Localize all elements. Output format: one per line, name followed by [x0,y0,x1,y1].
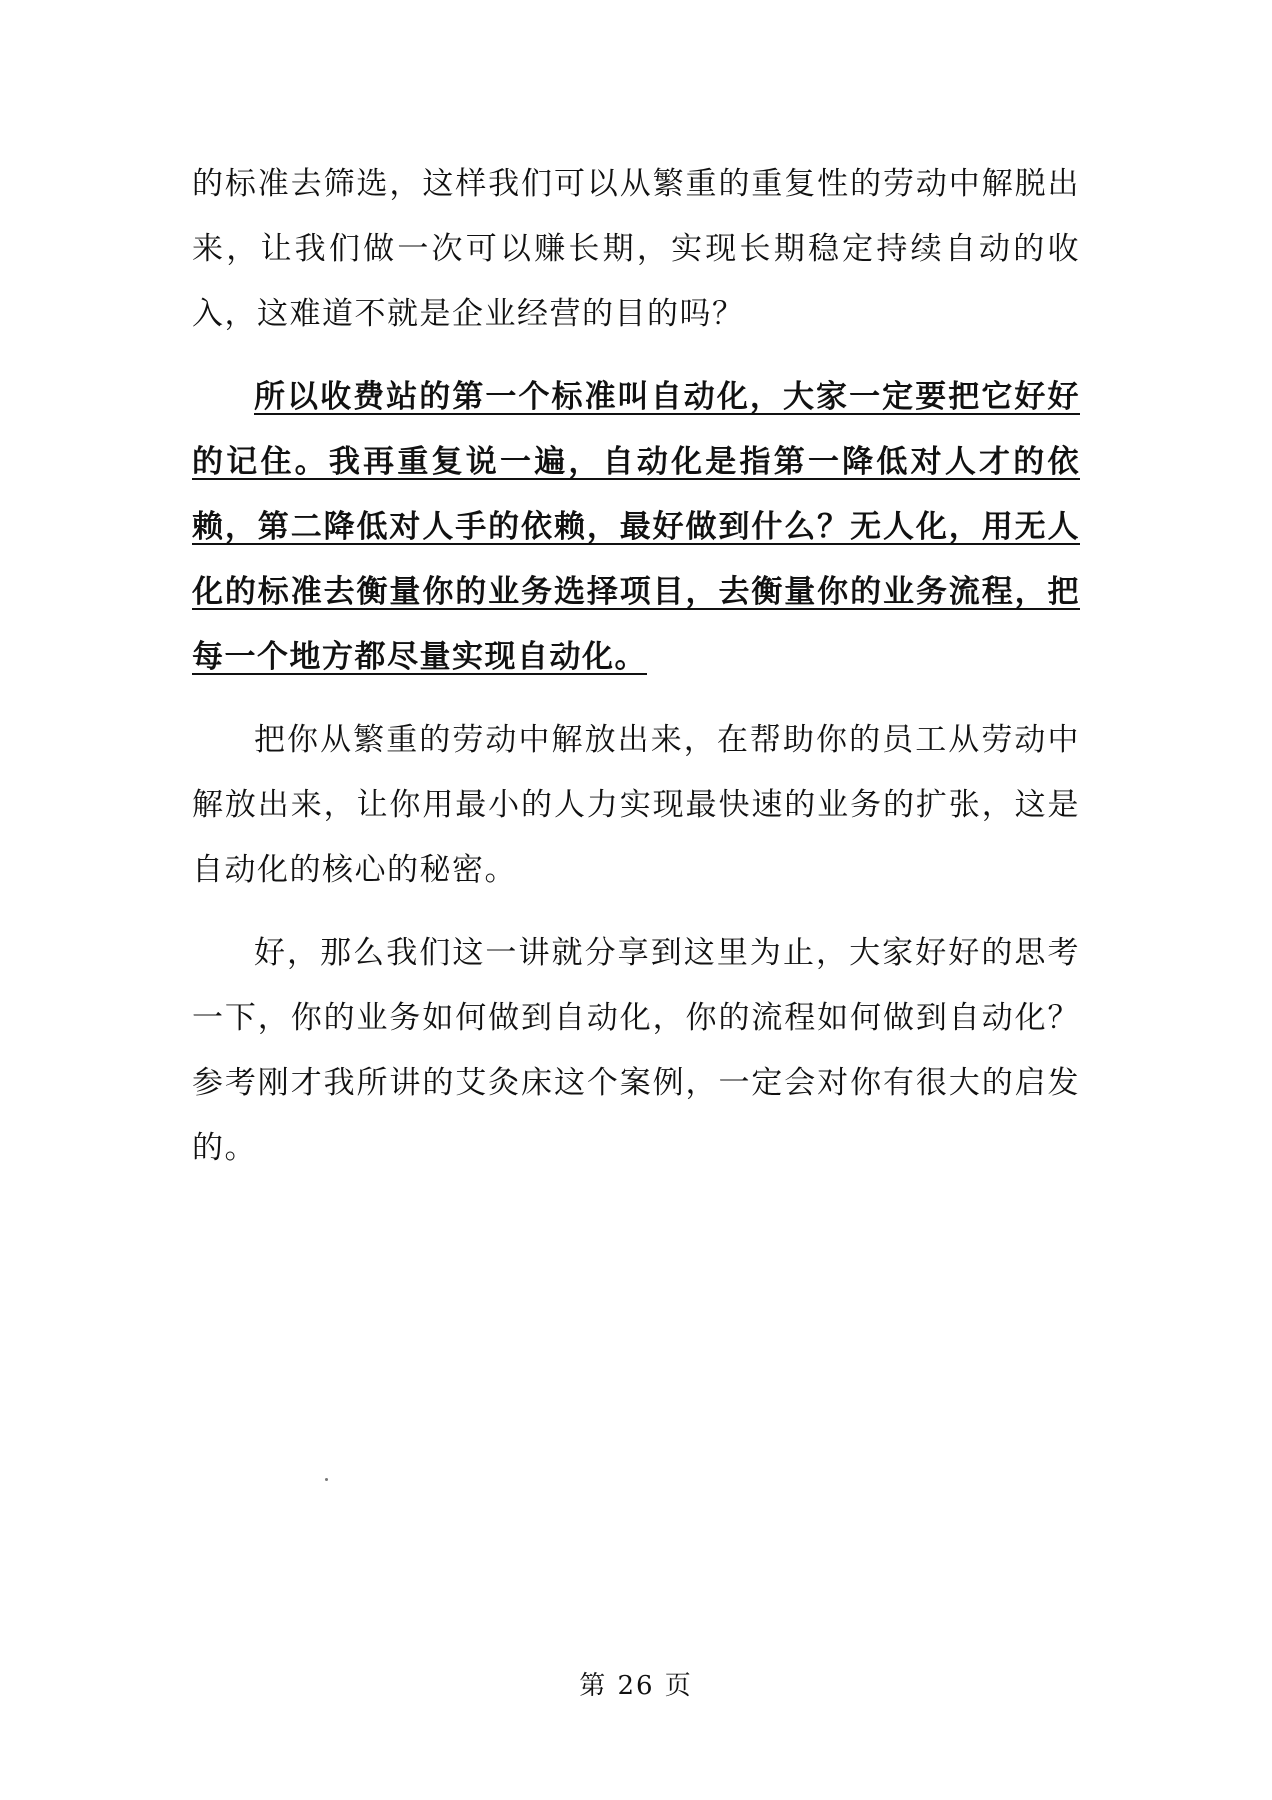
page-number: 第 26 页 [579,1671,693,1701]
scan-speck [325,1478,328,1481]
document-body [192,152,1080,1181]
paragraph-continuation: 的标准去筛选，这样我们可以从繁重的重复性的劳动中解脱出来，让我们做一次可以赚长期，实现长期稳定持续自动的收入，这难道不就是企业经营的目的吗？ [192,166,1080,332]
paragraph-closing: 好，那么我们这一讲就分享到这里为止，大家好好的思考一下，你的业务如何做到自动化，你的流程如何做到自动化？参考刚才我所讲的艾灸床这个案例，一定会对你有很大的启发的。 [192,935,1080,1166]
paragraph-liberation: 把你从繁重的劳动中解放出来，在帮助你的员工从劳动中解放出来，让你用最小的人力实现最快速的业务的扩张，这是自动化的核心的秘密。 [192,722,1080,888]
paragraph-emphasized-automation: 所以收费站的第一个标准叫自动化，大家一定要把它好好的记住。我再重复说一遍，自动化是指第一降低对人才的依赖，第二降低对人手的依赖，最好做到什么？无人化，用无人化的标准去衡量你的业务选择项目，去衡量你的业务流程，把每一个地方都尽量实现自动化。 [192,379,1080,675]
